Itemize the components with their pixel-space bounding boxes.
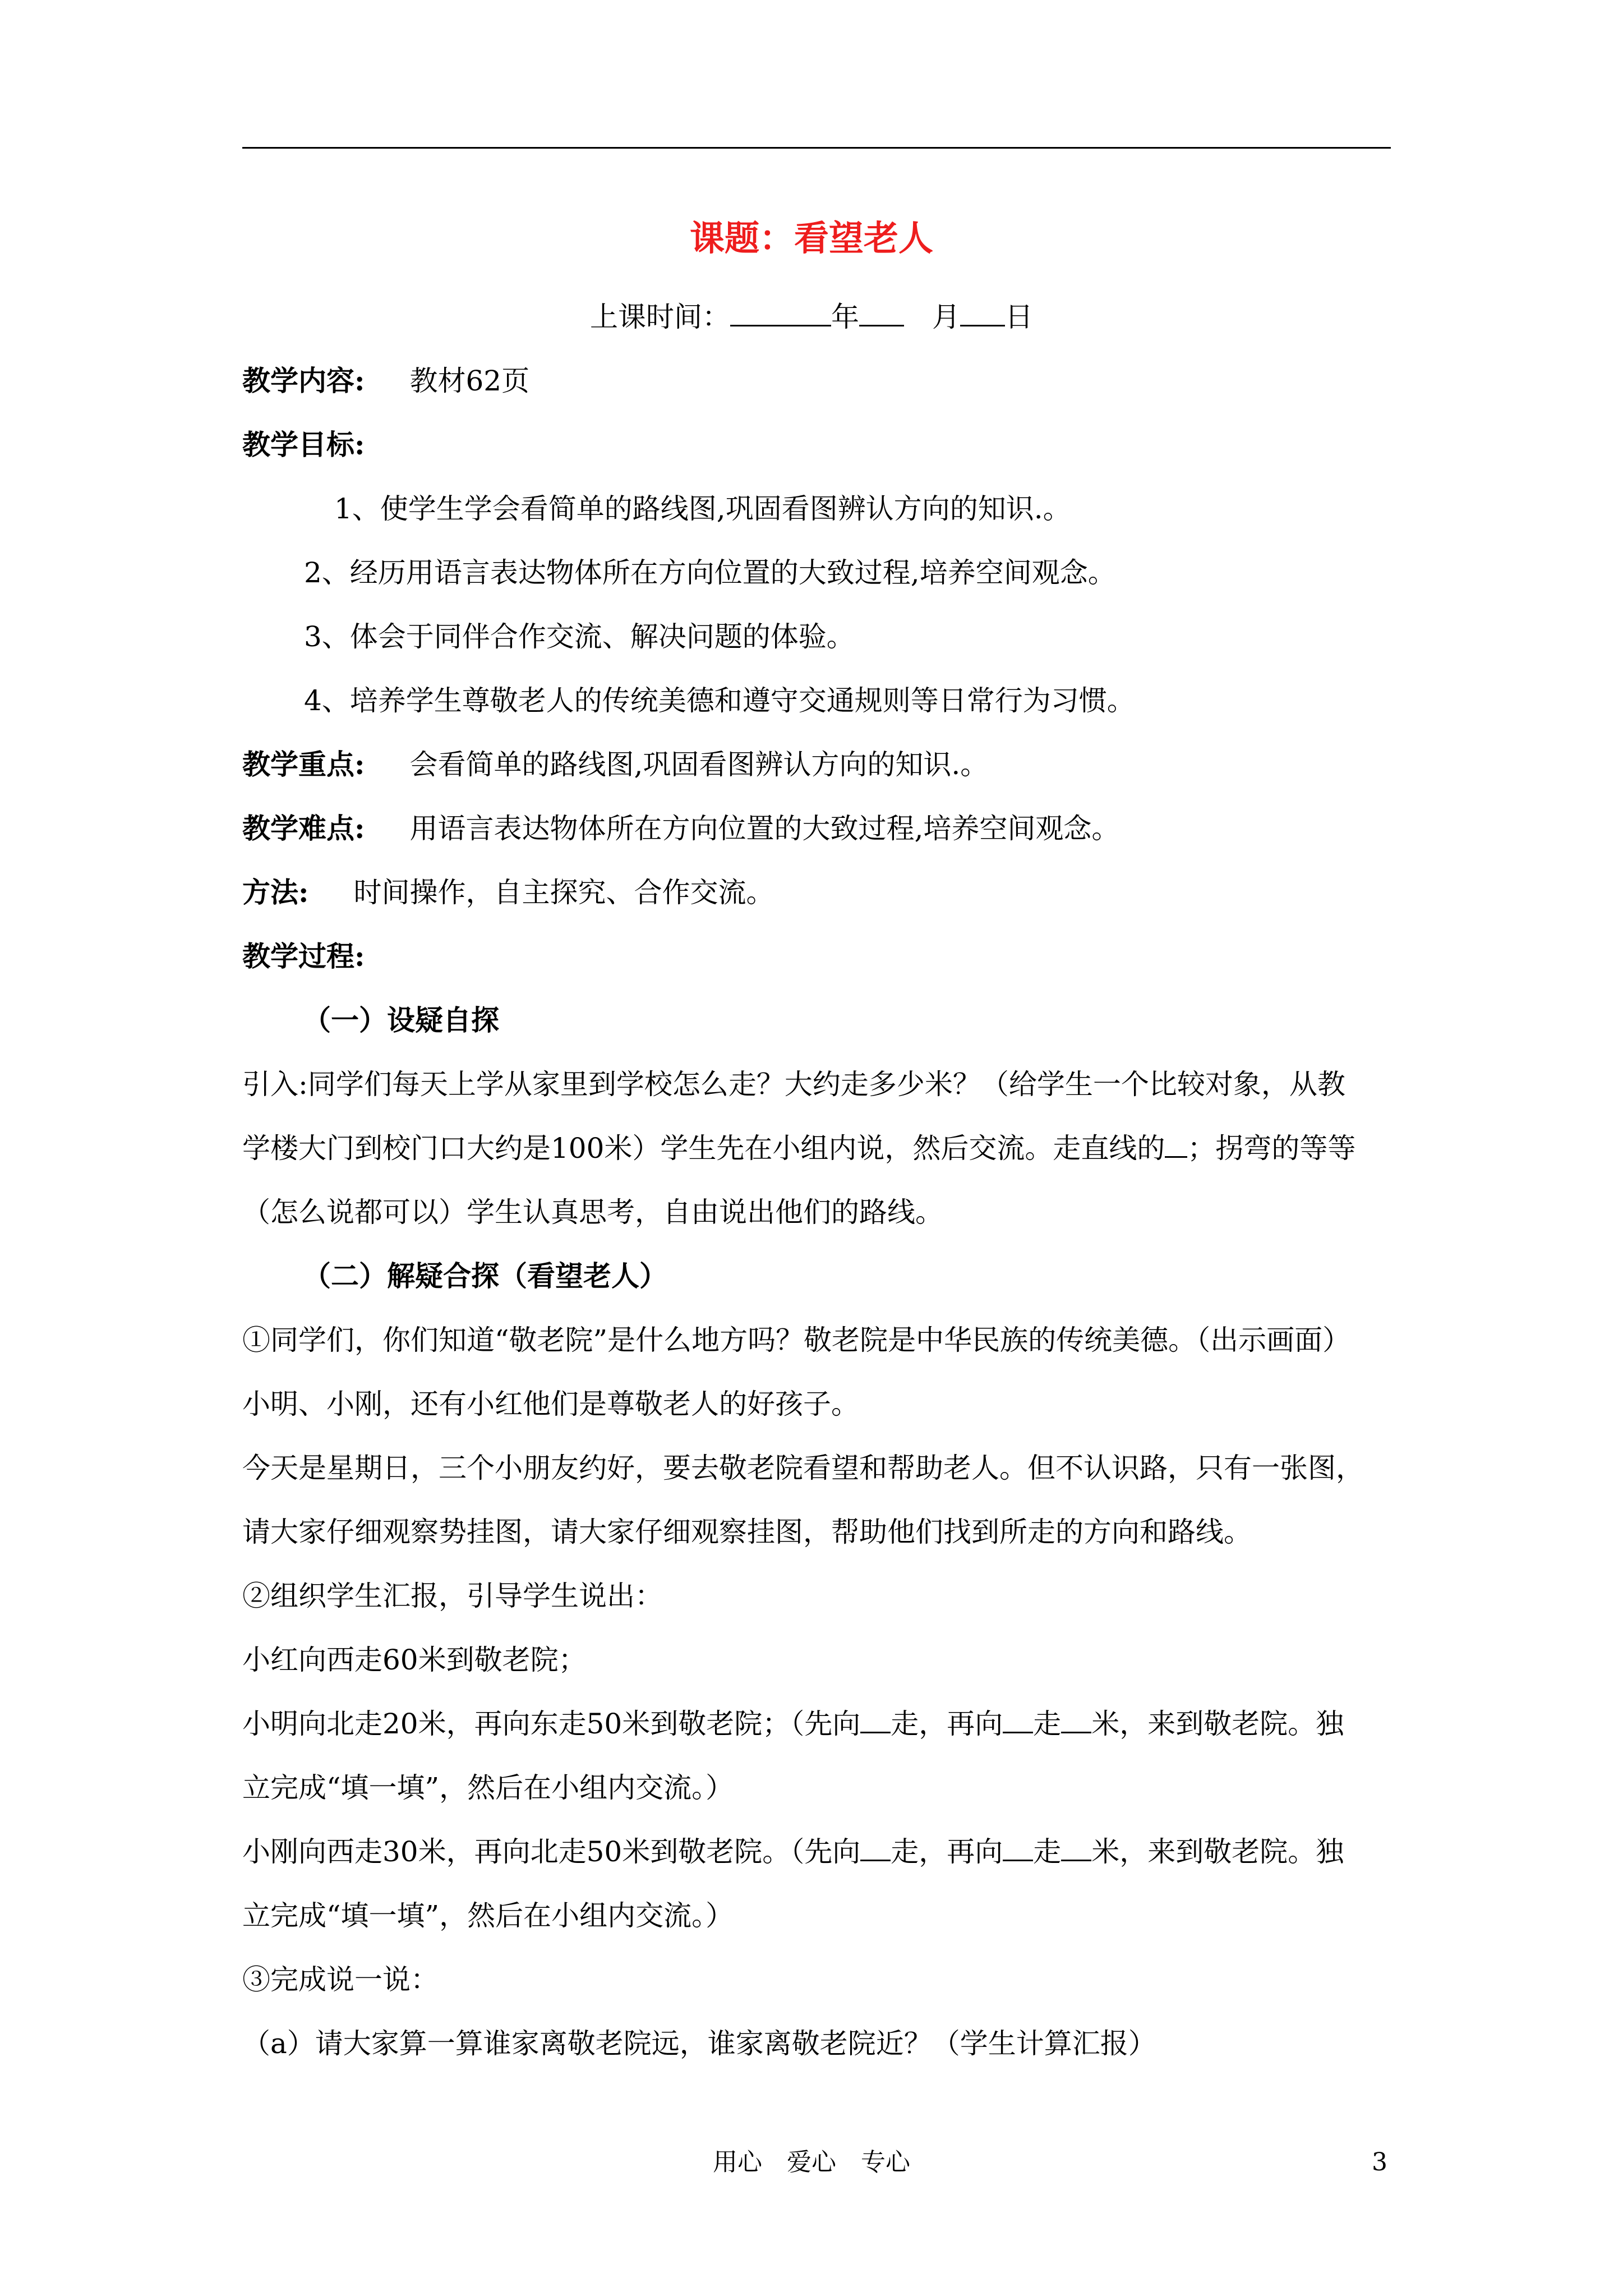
xiaogang-part-a: 小刚向西走30米，再向北走50米到敬老院。（先向 <box>242 1835 861 1868</box>
xiaogang-part-d: 米，来到敬老院。独 <box>1091 1835 1344 1868</box>
teaching-content-row <box>242 361 529 401</box>
intro-line-2 <box>242 1129 1355 1168</box>
paragraph-2-line-1: 今天是星期日，三个小朋友约好，要去敬老院看望和帮助老人。但不认识路，只有一张图， <box>242 1452 1364 1484</box>
section-1-heading: （一）设疑自探 <box>303 1004 499 1037</box>
intro-line-1: 引入:同学们每天上学从家里到学校怎么走？大约走多少米？（给学生一个比较对象，从教 <box>242 1068 1345 1101</box>
class-time-label: 上课时间： <box>590 301 730 333</box>
paragraph-4: ③完成说一说： <box>242 1963 439 1996</box>
intro-line-3: （怎么说都可以）学生认真思考，自由说出他们的路线。 <box>242 1196 943 1228</box>
paragraph-5: （a）请大家算一算谁家离敬老院远，谁家离敬老院近？（学生计算汇报） <box>242 2027 1156 2060</box>
process-label: 教学过程: <box>242 940 365 973</box>
paragraph-1-line-1: ①同学们，你们知道“敬老院”是什么地方吗？敬老院是中华民族的传统美德。（出示画面） <box>242 1324 1351 1356</box>
xiaogang-blank-2 <box>1003 1834 1033 1861</box>
key-point-value: 会看简单的路线图,巩固看图辨认方向的知识.。 <box>409 748 989 781</box>
xiaoming-blank-3 <box>1061 1706 1091 1733</box>
header-rule <box>242 147 1391 149</box>
xiaoming-line <box>242 1704 1344 1743</box>
goal-item-2: 2、经历用语言表达物体所在方向位置的大致过程,培养空间观念。 <box>304 556 1116 589</box>
teaching-content-label: 教学内容: <box>242 364 365 397</box>
month-label: 月 <box>932 301 960 333</box>
xiaogang-part-b: 走，再向 <box>891 1835 1003 1868</box>
method-label: 方法: <box>242 876 309 909</box>
xiaoming-part-b: 走，再向 <box>891 1708 1003 1740</box>
footer-motto: 用心 爱心 专心 <box>713 2148 910 2177</box>
method-row <box>242 873 774 912</box>
goal-item-1: 1、使学生学会看简单的路线图,巩固看图辨认方向的知识.。 <box>334 493 1071 525</box>
xiaohong-line: 小红向西走60米到敬老院； <box>242 1644 587 1676</box>
year-blank <box>730 299 831 326</box>
intro-line-2a: 学楼大门到校门口大约是100米）学生先在小组内说，然后交流。走直线的 <box>242 1132 1165 1165</box>
day-label: 日 <box>1005 301 1033 333</box>
key-point-row <box>242 745 988 784</box>
xiaoming-fill-line: 立完成“填一填”，然后在小组内交流。） <box>242 1772 734 1804</box>
goal-item-4: 4、培养学生尊敬老人的传统美德和遵守交通规则等日常行为习惯。 <box>304 684 1135 717</box>
key-point-label: 教学重点: <box>242 748 365 781</box>
goal-item-3: 3、体会于同伴合作交流、解决问题的体验。 <box>304 620 855 653</box>
teaching-goals-label: 教学目标: <box>242 428 365 461</box>
year-label: 年 <box>831 301 859 333</box>
paragraph-2-line-2: 请大家仔细观察势挂图，请大家仔细观察挂图，帮助他们找到所走的方向和路线。 <box>242 1516 1252 1548</box>
xiaoming-part-d: 米，来到敬老院。独 <box>1091 1708 1344 1740</box>
class-time-line <box>0 297 1623 337</box>
xiaogang-part-c: 走 <box>1033 1835 1062 1868</box>
xiaogang-line <box>242 1832 1344 1871</box>
xiaoming-blank-2 <box>1003 1706 1033 1733</box>
xiaogang-blank-1 <box>860 1834 891 1861</box>
xiaogang-fill-line: 立完成“填一填”，然后在小组内交流。） <box>242 1899 734 1932</box>
method-value: 时间操作，自主探究、合作交流。 <box>353 876 774 909</box>
xiaoming-part-c: 走 <box>1033 1708 1062 1740</box>
day-blank <box>960 299 1005 326</box>
difficulty-label: 教学难点: <box>242 812 365 845</box>
xiaoming-part-a: 小明向北走20米，再向东走50米到敬老院；（先向 <box>242 1708 861 1740</box>
xiaoming-blank-1 <box>860 1706 891 1733</box>
paragraph-3: ②组织学生汇报，引导学生说出： <box>242 1580 663 1612</box>
intro-line-2b: ；拐弯的等等 <box>1187 1132 1356 1165</box>
page-title: 课题：看望老人 <box>689 218 933 259</box>
month-blank <box>859 299 904 326</box>
difficulty-row <box>242 809 1119 848</box>
xiaogang-blank-3 <box>1061 1834 1091 1861</box>
page-number: 3 <box>1372 2148 1387 2177</box>
intro-blank <box>1165 1130 1187 1158</box>
section-2-heading: （二）解疑合探（看望老人） <box>303 1259 667 1292</box>
paragraph-1-line-2: 小明、小刚，还有小红他们是尊敬老人的好孩子。 <box>242 1388 859 1420</box>
teaching-content-value: 教材62页 <box>409 365 530 397</box>
difficulty-value: 用语言表达物体所在方向位置的大致过程,培养空间观念。 <box>409 812 1120 845</box>
